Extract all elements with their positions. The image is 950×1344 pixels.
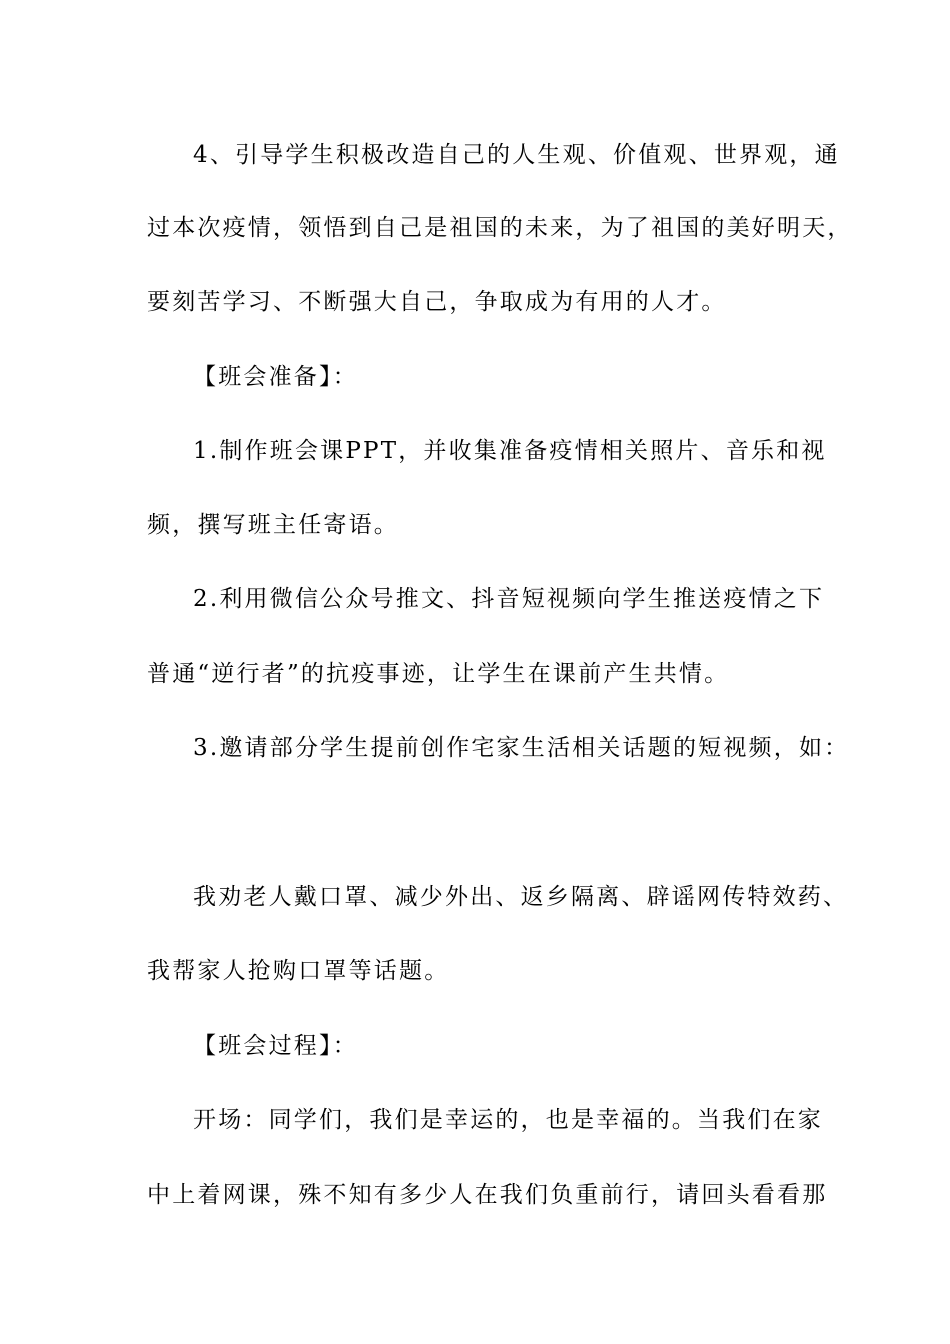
paragraph-line: 2.利用微信公众号推文、抖音短视频向学生推送疫情之下: [193, 586, 825, 612]
paragraph-line: 中上着网课，殊不知有多少人在我们负重前行，请回头看看那: [147, 1182, 828, 1208]
paragraph-line: 频，撰写班主任寄语。: [147, 512, 399, 538]
paragraph-line: 我帮家人抢购口罩等话题。: [147, 958, 450, 984]
paragraph-line: 普通“逆行者”的抗疫事迹，让学生在课前产生共情。: [147, 661, 730, 687]
paragraph-line: 1.制作班会课PPT，并收集准备疫情相关照片、音乐和视: [193, 438, 827, 464]
paragraph-line: 要刻苦学习、不断强大自己，争取成为有用的人才。: [147, 289, 727, 315]
paragraph-line: 我劝老人戴口罩、减少外出、返乡隔离、辟谣网传特效药、: [193, 884, 849, 910]
section-heading-preparation: 【班会准备】：: [193, 364, 358, 390]
paragraph-line: 4、引导学生积极改造自己的人生观、价值观、世界观，通: [193, 142, 840, 168]
section-heading-process: 【班会过程】：: [193, 1033, 358, 1059]
paragraph-line: 开场：同学们，我们是幸运的，也是幸福的。当我们在家: [193, 1107, 823, 1133]
paragraph-line: 过本次疫情，领悟到自己是祖国的未来，为了祖国的美好明天，: [147, 215, 853, 241]
paragraph-line: 3.邀请部分学生提前创作宅家生活相关话题的短视频，如：: [193, 735, 850, 761]
